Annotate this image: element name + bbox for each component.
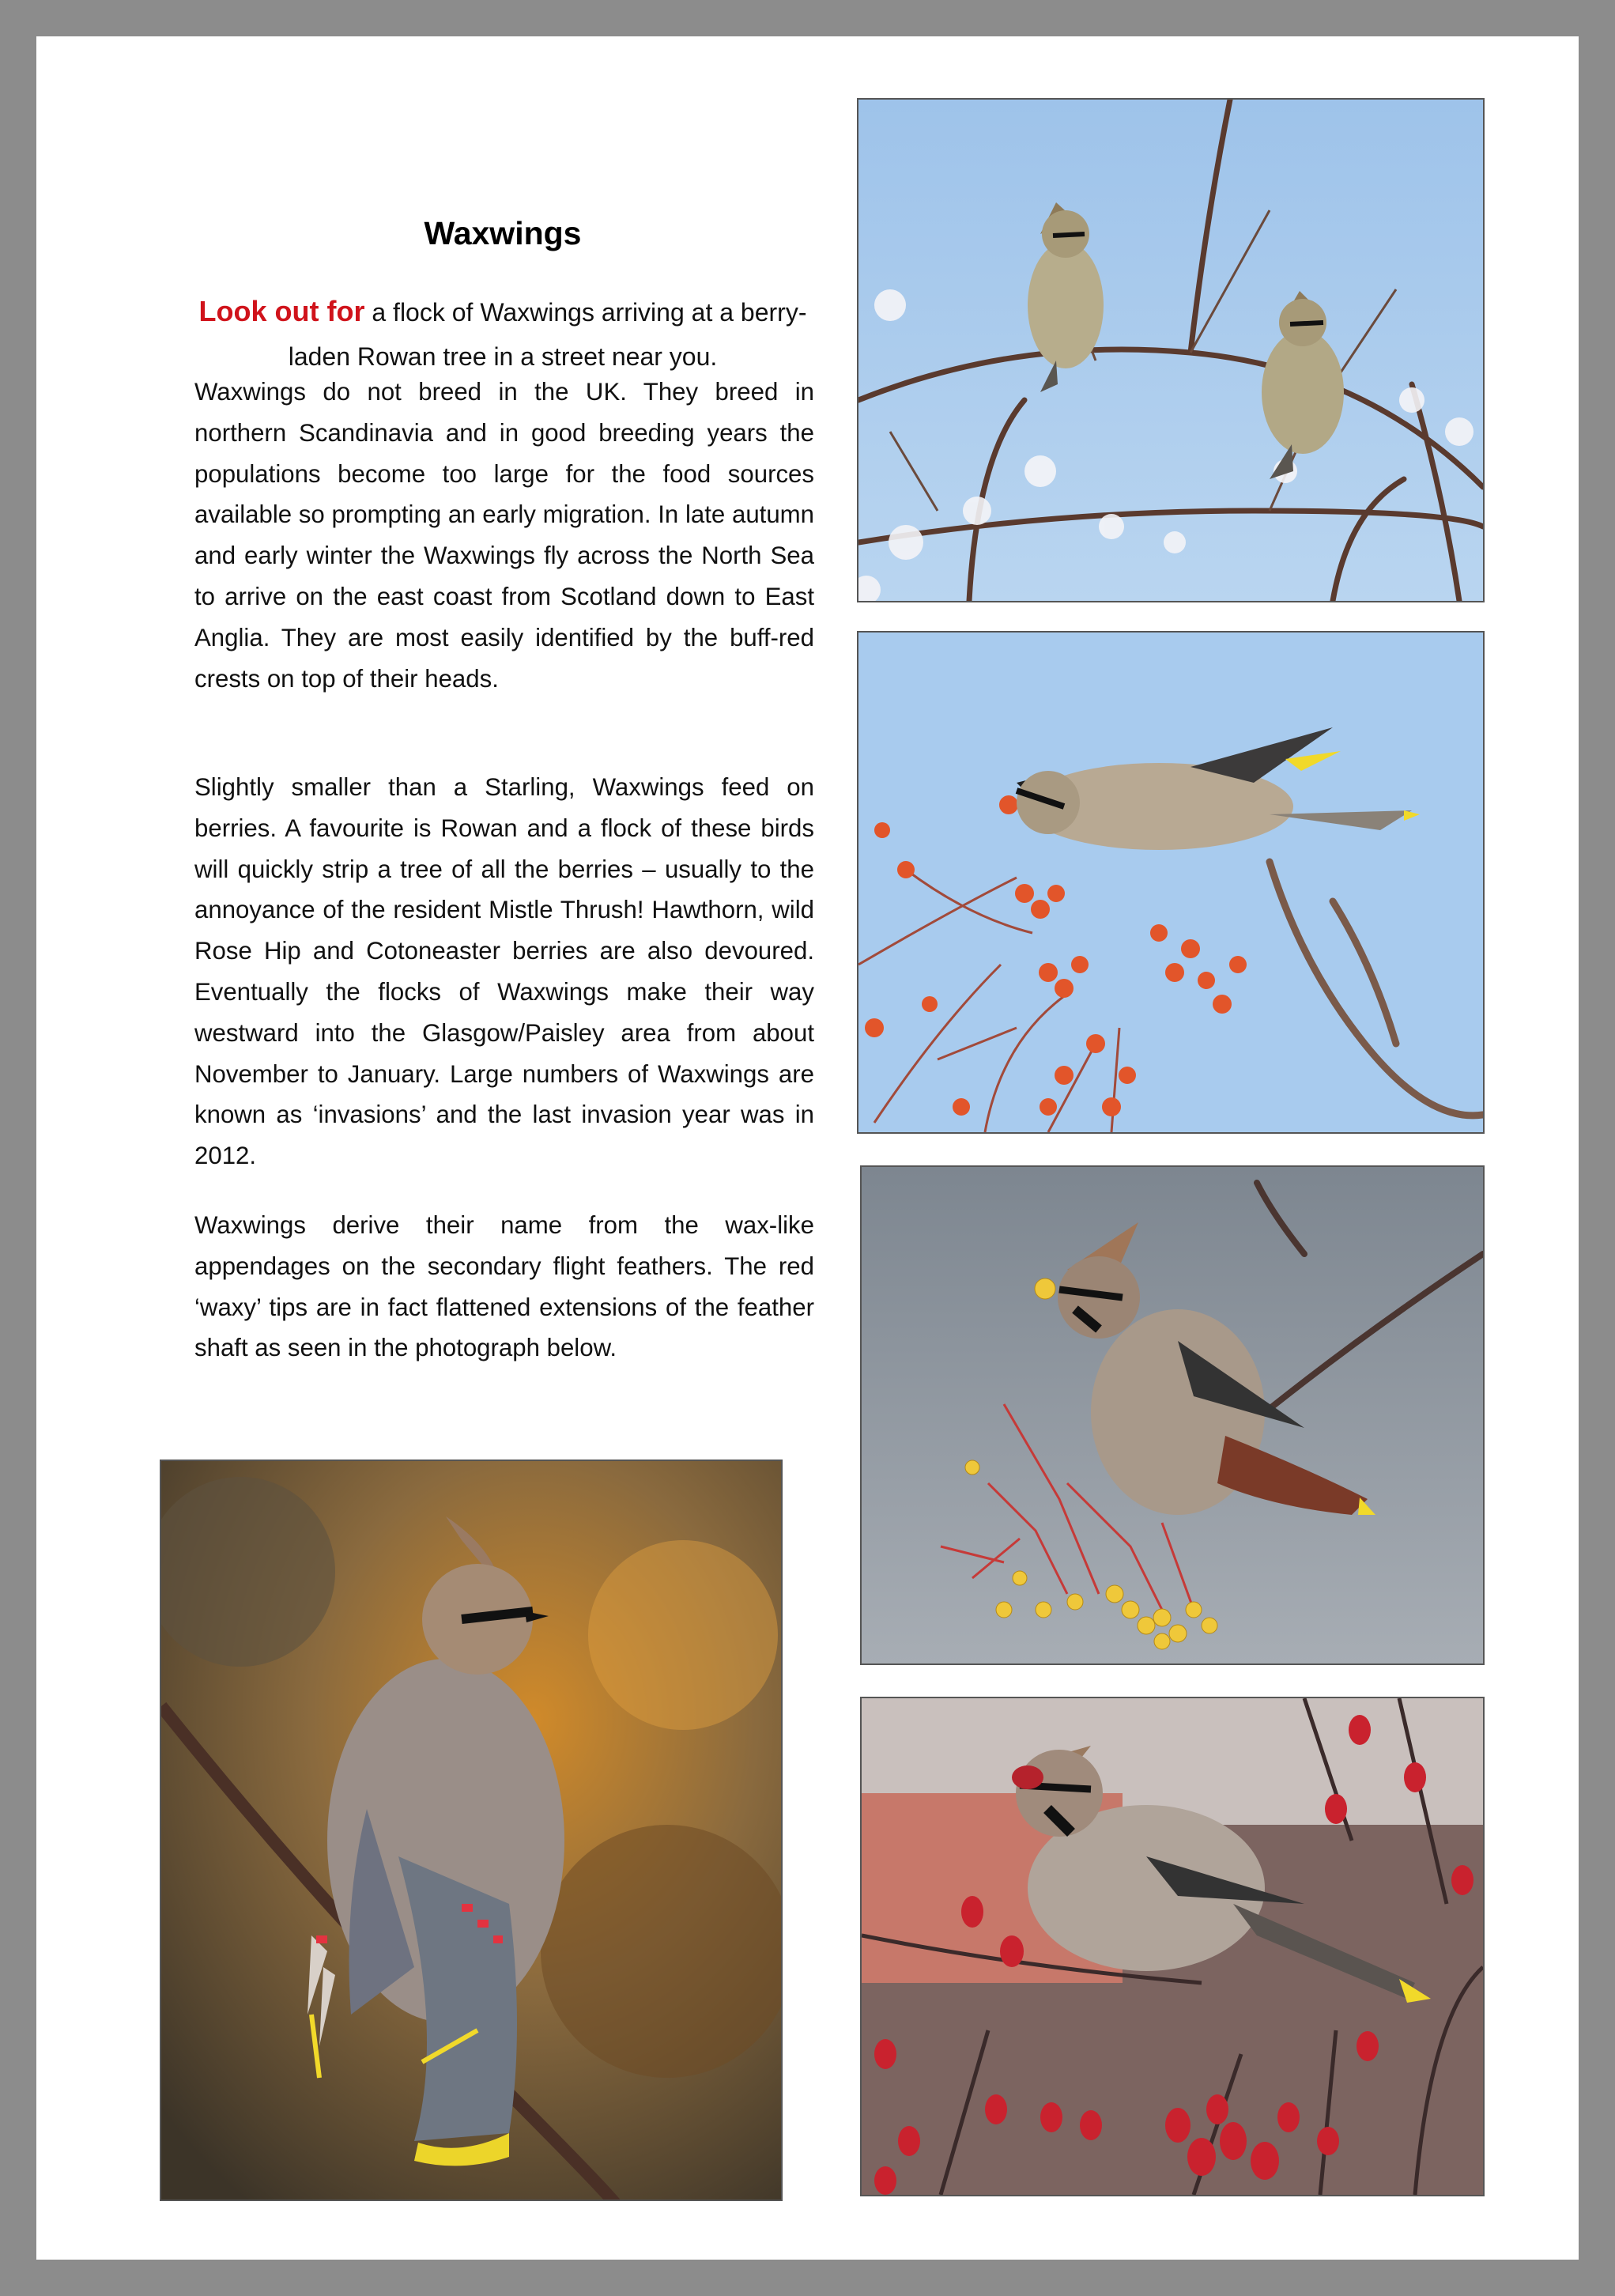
paragraph-feeding: Slightly smaller than a Starling, Waxwings feed on berries. A favourite is Rowan and a flock of these birds will quickly strip a tree of all the berries – usually to the annoyance of the resident Mistle Thrush! Hawthorn, wild Rose Hip and Cotoneaster berries are also devoured. Eventually the flocks of Waxwings make their way westward into the Glasgow/Paisley area from about November to January. Large numbers of Waxwings are known as ‘invasions’ and the last invasion year was in 2012. [194, 773, 814, 1170]
photo-waxwing-waxy-tips-closeup [160, 1460, 783, 2201]
photo-waxwing-yellow-berries [860, 1165, 1485, 1665]
intro-text [194, 289, 811, 379]
page-title: Waxwings [424, 215, 582, 251]
paragraph-name-origin: Waxwings derive their name from the wax-like appendages on the secondary flight feathers. The red ‘waxy’ tips are in fact flattened extensions of the feather shaft as seen in the photograph below. [194, 1211, 814, 1362]
intro-highlight: Look out for [198, 295, 365, 327]
photo-two-waxwings-on-branch [857, 98, 1485, 602]
paragraph-breeding: Waxwings do not breed in the UK. They breed in northern Scandinavia and in good breeding years the populations become too large for the food sources available so prompting an early migration. In late autumn and early winter the Waxwings fly across the North Sea to arrive on the east coast from Scotland down to East Anglia. They are most easily identified by the buff-red crests on top of their heads. [194, 378, 814, 693]
intro-body: a flock of Waxwings arriving at a berry-laden Rowan tree in a street near you. [288, 298, 807, 371]
page [36, 36, 1579, 2260]
photo-waxwing-rose-hips [860, 1697, 1485, 2196]
photo-waxwing-feeding-rowan [857, 631, 1485, 1134]
